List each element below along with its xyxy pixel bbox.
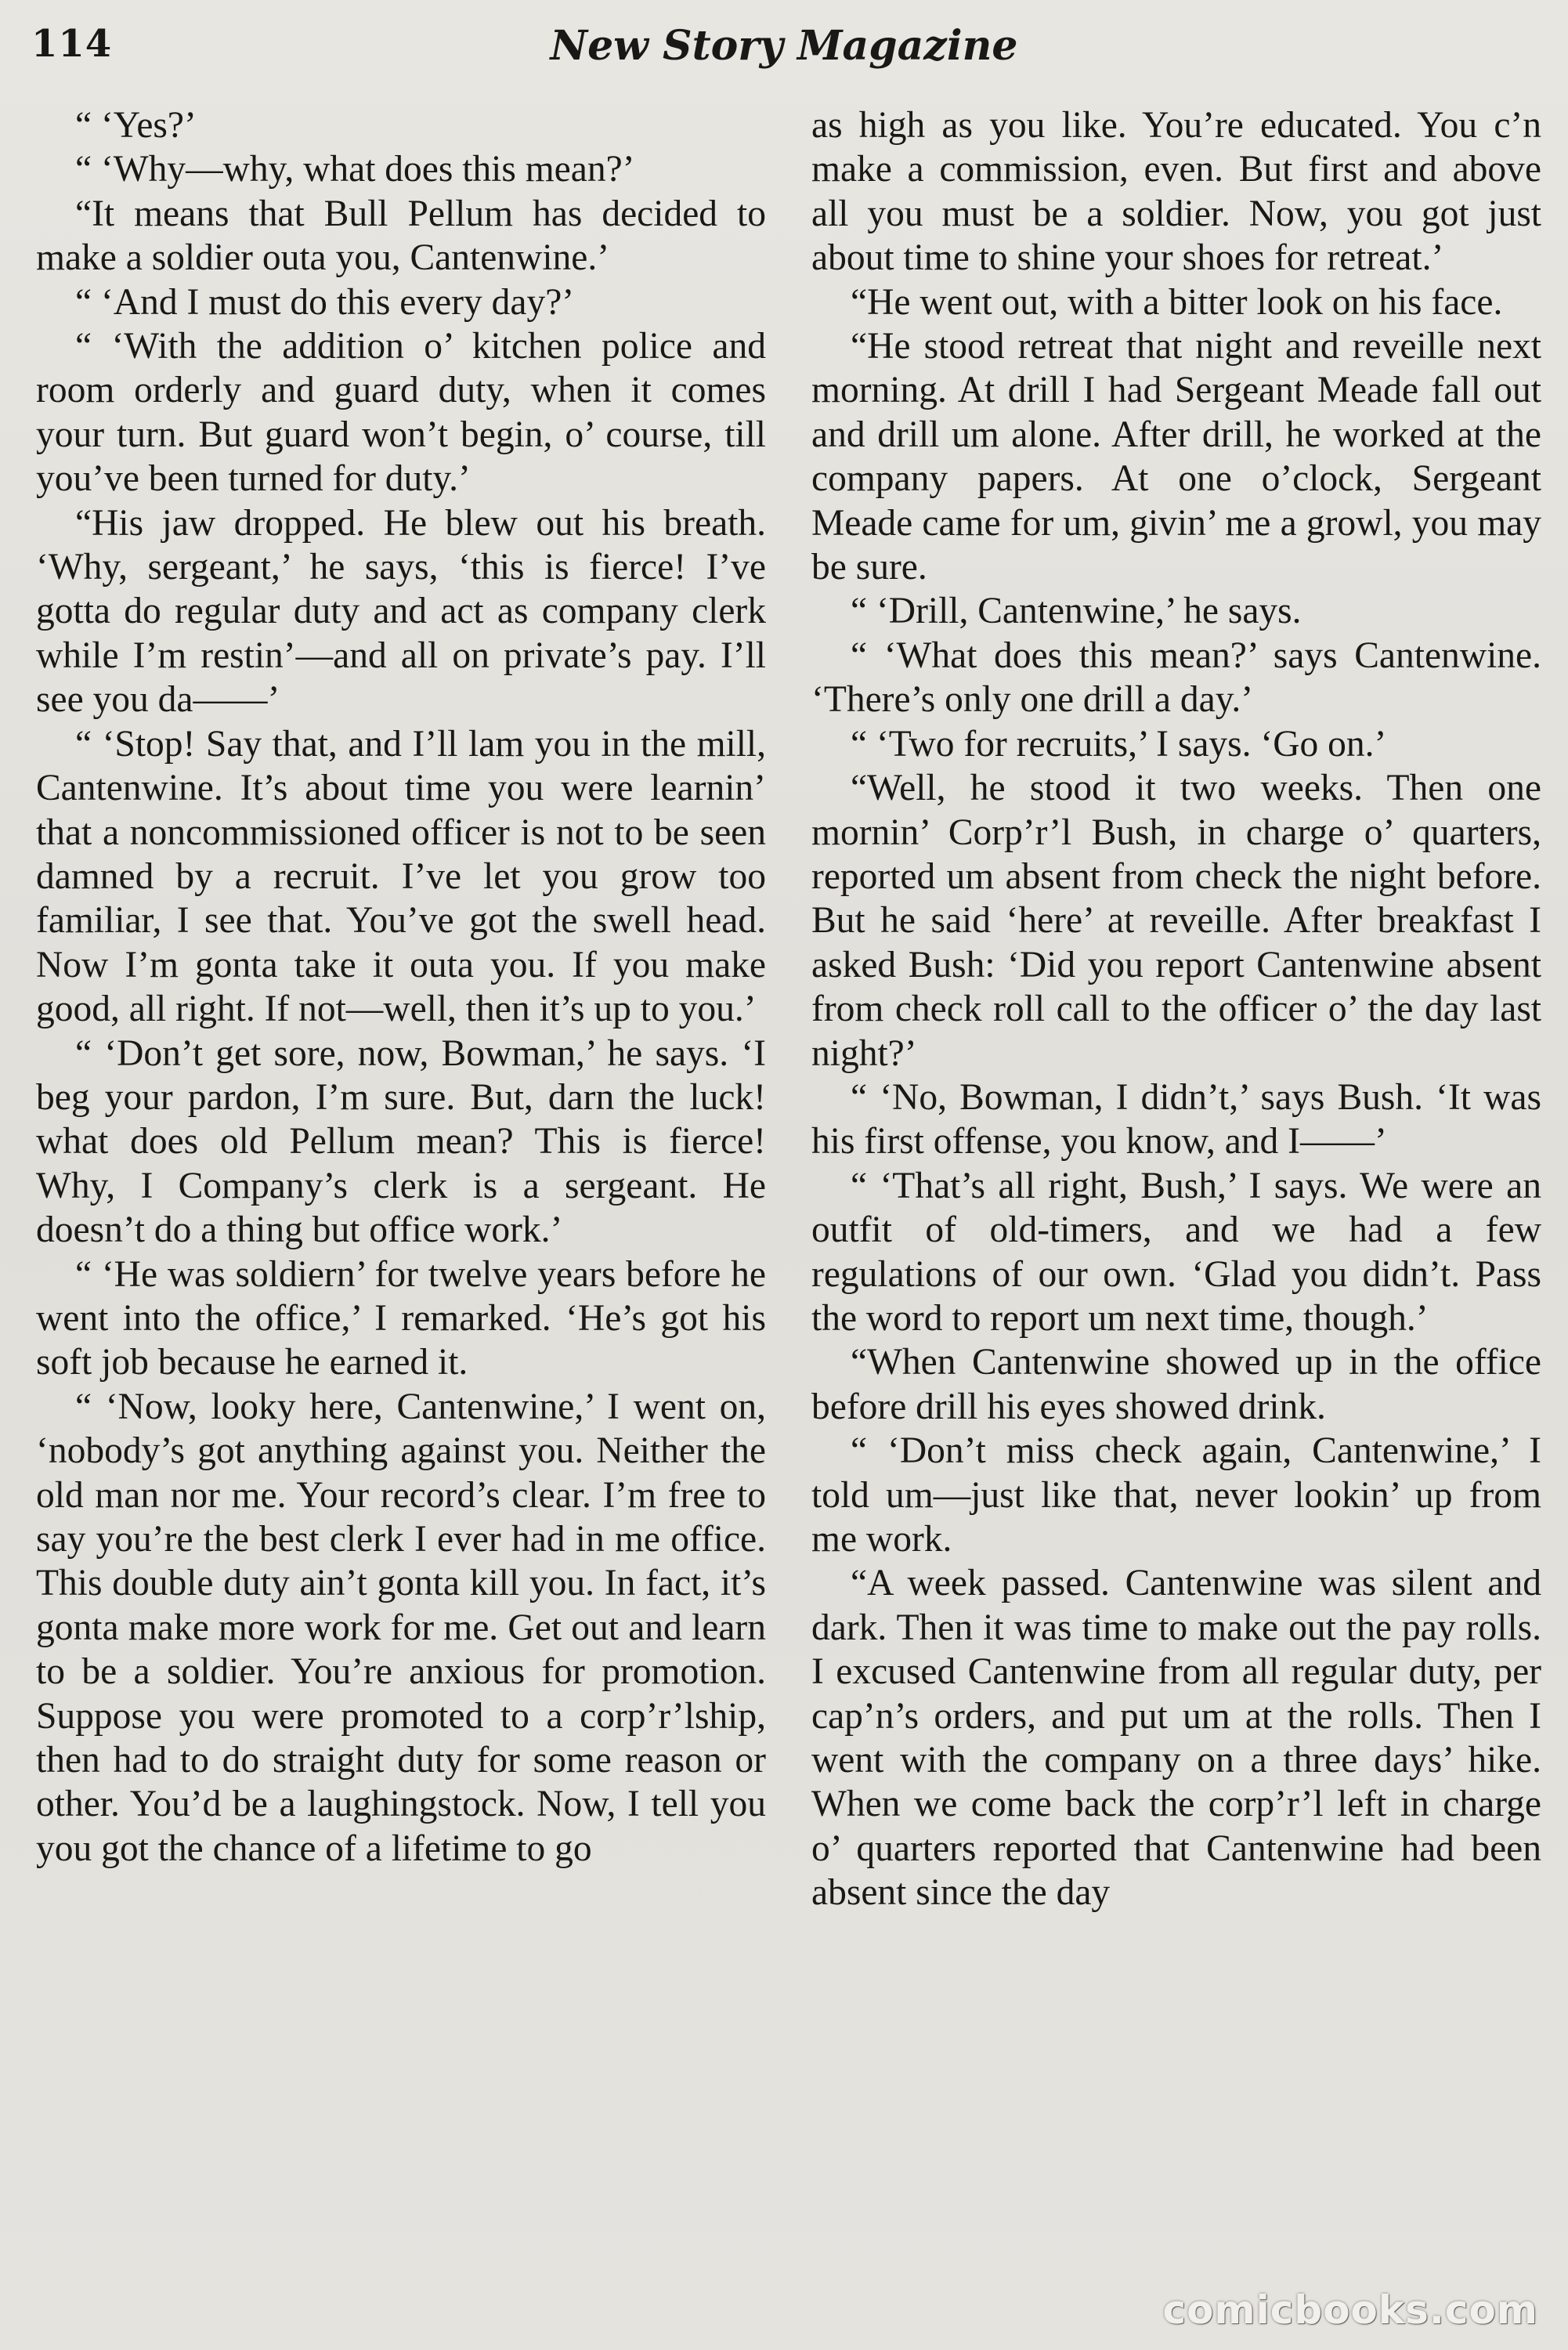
paragraph: “ ‘He was soldiern’ for twelve years before he went into the office,’ I remarked. ‘He’s got his soft job because he earned it. <box>36 1253 766 1383</box>
paragraph: “Well, he stood it two weeks. Then one mornin’ Corp’r’l Bush, in charge o’ quarters, reported um absent from check the night before. But he said ‘here’ at reveille. After breakfast I asked Bush: ‘Did you report Cantenwine absent from check roll call to the officer o’ the day last night?’ <box>811 768 1541 1074</box>
page-number: 114 <box>31 22 113 66</box>
paragraph: “It means that Bull Pellum has decided to make a soldier outa you, Cantenwine.’ <box>36 193 766 279</box>
paragraph: “ ‘Why—why, what does this mean?’ <box>75 149 635 190</box>
paragraph: as high as you like. You’re educated. You c’n make a commission, even. But first and above all you must be a soldier. Now, you got just about time to shine your shoes for retreat.’ <box>811 105 1541 279</box>
paragraph: “His jaw dropped. He blew out his breath. ‘Why, sergeant,’ he says, ‘this is fierce! I’ve gotta do regular duty and act as company clerk while I’m restin’—and all on private’s pay. I’ll see you da——’ <box>36 502 766 721</box>
right-text-column <box>811 103 1541 2320</box>
paragraph: “When Cantenwine showed up in the office before drill his eyes showed drink. <box>811 1342 1541 1427</box>
left-text-column <box>36 103 766 2320</box>
paragraph: “ ‘With the addition o’ kitchen police and room orderly and guard duty, when it comes your turn. But guard won’t begin, o’ course, till you’ve been turned for duty.’ <box>36 326 766 500</box>
paragraph: “He went out, with a bitter look on his face. <box>851 281 1503 323</box>
paragraph: “ ‘Don’t miss check again, Cantenwine,’ I told um—just like that, never lookin’ up from me work. <box>811 1430 1541 1560</box>
paragraph: “ ‘What does this mean?’ says Cantenwine. ‘There’s only one drill a day.’ <box>811 634 1541 721</box>
paragraph: “ ‘Yes?’ <box>75 105 197 146</box>
paragraph: “ ‘No, Bowman, I didn’t,’ says Bush. ‘It was his first offense, you know, and I——’ <box>811 1076 1541 1162</box>
page-header <box>31 22 1537 85</box>
paragraph: “ ‘Stop! Say that, and I’ll lam you in the mill, Cantenwine. It’s about time you were learnin’ that a noncommissioned officer is not to be seen damned by a recruit. I’ve let you grow too familiar, I see that. You’ve got the swell head. Now I’m gonta take it outa you. If you make good, all right. If not—well, then it’s up to you.’ <box>36 723 766 1030</box>
paragraph: “He stood retreat that night and reveille next morning. At drill I had Sergeant Meade fall out and drill um alone. After drill, he worked at the company papers. At one o’clock, Sergeant Meade came for um, givin’ me a growl, you may be sure. <box>811 326 1541 588</box>
paragraph: “ ‘And I must do this every day?’ <box>75 281 575 323</box>
watermark: comicbooks.com <box>1162 2287 1538 2333</box>
paragraph: “ ‘Don’t get sore, now, Bowman,’ he says. ‘I beg your pardon, I’m sure. But, darn the luck! what does old Pellum mean? This is fierce! Why, I Company’s clerk is a sergeant. He doesn’t do a thing but office work.’ <box>36 1032 766 1251</box>
paragraph: “ ‘That’s all right, Bush,’ I says. We were an outfit of old-timers, and we had a few regulations of our own. ‘Glad you didn’t. Pass the word to report um next time, though.’ <box>811 1165 1541 1339</box>
paragraph: “ ‘Now, looky here, Cantenwine,’ I went on, ‘nobody’s got anything against you. Neither the old man nor me. Your record’s clear. I’m free to say you’re the best clerk I ever had in me office. This double duty ain’t gonta kill you. In fact, it’s gonta make more work for me. Get out and learn to be a soldier. You’re anxious for promotion. Suppose you were promoted to a corp’r’lship, then had to do straight duty for some reason or other. You’d be a laughingstock. Now, I tell you you got the chance of a lifetime to go <box>36 1386 766 1869</box>
paragraph: “ ‘Two for recruits,’ I says. ‘Go on.’ <box>851 723 1387 765</box>
paragraph: “ ‘Drill, Cantenwine,’ he says. <box>851 591 1302 632</box>
magazine-title: New Story Magazine <box>550 22 1018 70</box>
paragraph: “A week passed. Cantenwine was silent and dark. Then it was time to make out the pay rolls. I excused Cantenwine from all regular duty, per cap’n’s orders, and put um at the rolls. Then I went with the company on a three days’ hike. When we come back the corp’r’l left in charge o’ quarters reported that Cantenwine had been absent since the day <box>811 1563 1541 1914</box>
